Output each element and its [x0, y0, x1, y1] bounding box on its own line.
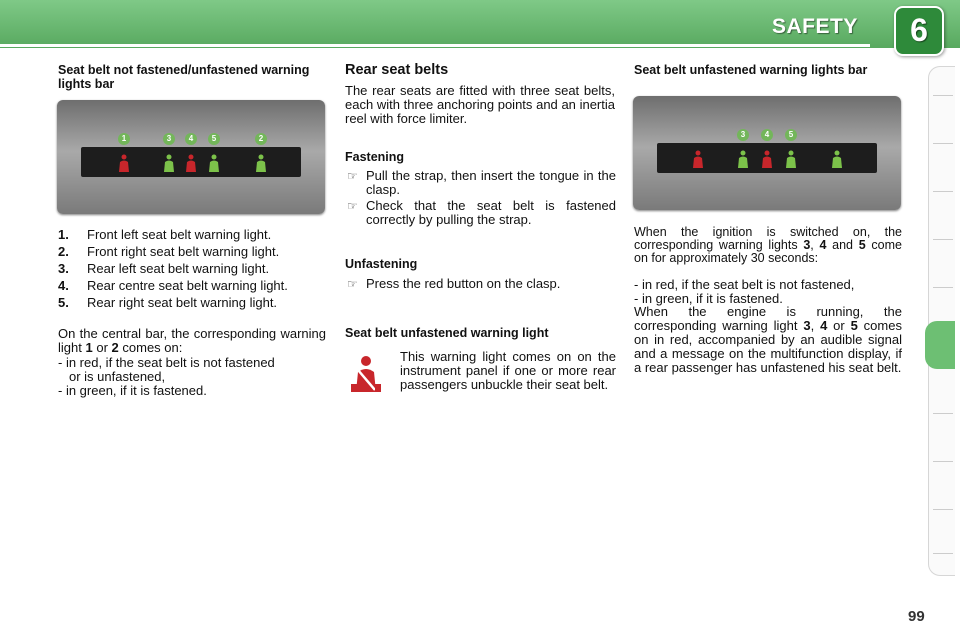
- side-tab-divider: [933, 509, 953, 510]
- seatbelt-green-icon: [830, 150, 844, 168]
- unfastening-heading: Unfastening: [345, 257, 418, 271]
- rear-warning-lights-bar-photo: [633, 96, 901, 210]
- side-tab-divider: [933, 413, 953, 414]
- left-dash-red-cont: or is unfastened,: [69, 369, 166, 384]
- lamp-number-badge: 5: [785, 129, 797, 141]
- ignition-paragraph: When the ignition is switched on, the corresponding warning lights 3, 4 and 5 come on for approximately 30 seconds:: [634, 225, 902, 265]
- seatbelt-green-icon: [162, 154, 176, 172]
- side-tab-divider: [933, 239, 953, 240]
- chapter-title: SAFETY: [772, 15, 858, 38]
- side-tab-divider: [933, 287, 953, 288]
- seatbelt-red-icon: [760, 150, 774, 168]
- lamp-number-badge: 5: [208, 133, 220, 145]
- page-number: 99: [908, 608, 925, 625]
- warning-light-heading: Seat belt unfastened warning light: [345, 326, 549, 340]
- lamp-number-badge: 3: [163, 133, 175, 145]
- chapter-side-tabs[interactable]: [928, 66, 955, 576]
- rear-belts-intro: The rear seats are fitted with three seat belts, each with three anchoring points and an inertia reel with force limiter.: [345, 83, 615, 126]
- right-dash-red: - in red, if the seat belt is not fastened,: [634, 277, 855, 292]
- seatbelt-green-icon: [736, 150, 750, 168]
- warning-lights-bar-photo: [57, 100, 325, 214]
- seatbelt-warning-icon: [348, 354, 384, 394]
- seatbelt-red-icon: [184, 154, 198, 172]
- fastening-step: Check that the seat belt is fastened correctly by pulling the strap.: [366, 198, 616, 227]
- central-bar-paragraph: On the central bar, the corresponding warning light 1 or 2 comes on:: [58, 326, 326, 355]
- fastening-heading: Fastening: [345, 150, 405, 164]
- side-tab-divider: [933, 143, 953, 144]
- chapter-number: 6: [910, 12, 928, 48]
- seatbelt-green-icon: [784, 150, 798, 168]
- seatbelt-red-icon: [691, 150, 705, 168]
- engine-running-paragraph: When the engine is running, the corresponding warning light 3, 4 or 5 comes on in red, accompanied by an audible signal and a message on the multifunction display, if a rear passenger has unfastened his seat belt.: [634, 304, 902, 375]
- lamp-number-badge: 3: [737, 129, 749, 141]
- left-dash-green: - in green, if it is fastened.: [58, 383, 207, 398]
- pointing-hand-icon: ☞: [347, 277, 358, 291]
- side-tab-divider: [933, 95, 953, 96]
- pointing-hand-icon: ☞: [347, 169, 358, 183]
- rear-seat-belts-heading: Rear seat belts: [345, 62, 449, 78]
- lamp-number-badge: 2: [255, 133, 267, 145]
- header-divider: [0, 44, 870, 47]
- seatbelt-green-icon: [254, 154, 268, 172]
- left-dash-red: - in red, if the seat belt is not fastened: [58, 355, 275, 370]
- seatbelt-red-icon: [117, 154, 131, 172]
- side-tab-current-chapter[interactable]: [925, 321, 955, 369]
- side-tab-divider: [933, 553, 953, 554]
- unfastening-step: Press the red button on the clasp.: [366, 276, 561, 291]
- right-section-title: Seat belt unfastened warning lights bar: [634, 63, 868, 77]
- seatbelt-green-icon: [207, 154, 221, 172]
- right-dash-green: - in green, if it is fastened.: [634, 291, 783, 306]
- lamp-number-badge: 1: [118, 133, 130, 145]
- side-tab-divider: [933, 191, 953, 192]
- lamp-number-badge: 4: [185, 133, 197, 145]
- fastening-step: Pull the strap, then insert the tongue in the clasp.: [366, 168, 616, 197]
- pointing-hand-icon: ☞: [347, 199, 358, 213]
- chapter-number-badge: [894, 6, 944, 56]
- warning-light-text: This warning light comes on on the instrument panel if one or more rear passengers unbuckle their seat belt.: [400, 349, 616, 392]
- left-section-title: Seat belt not fastened/unfastened warning lights bar: [58, 63, 310, 91]
- side-tab-divider: [933, 461, 953, 462]
- lamp-number-badge: 4: [761, 129, 773, 141]
